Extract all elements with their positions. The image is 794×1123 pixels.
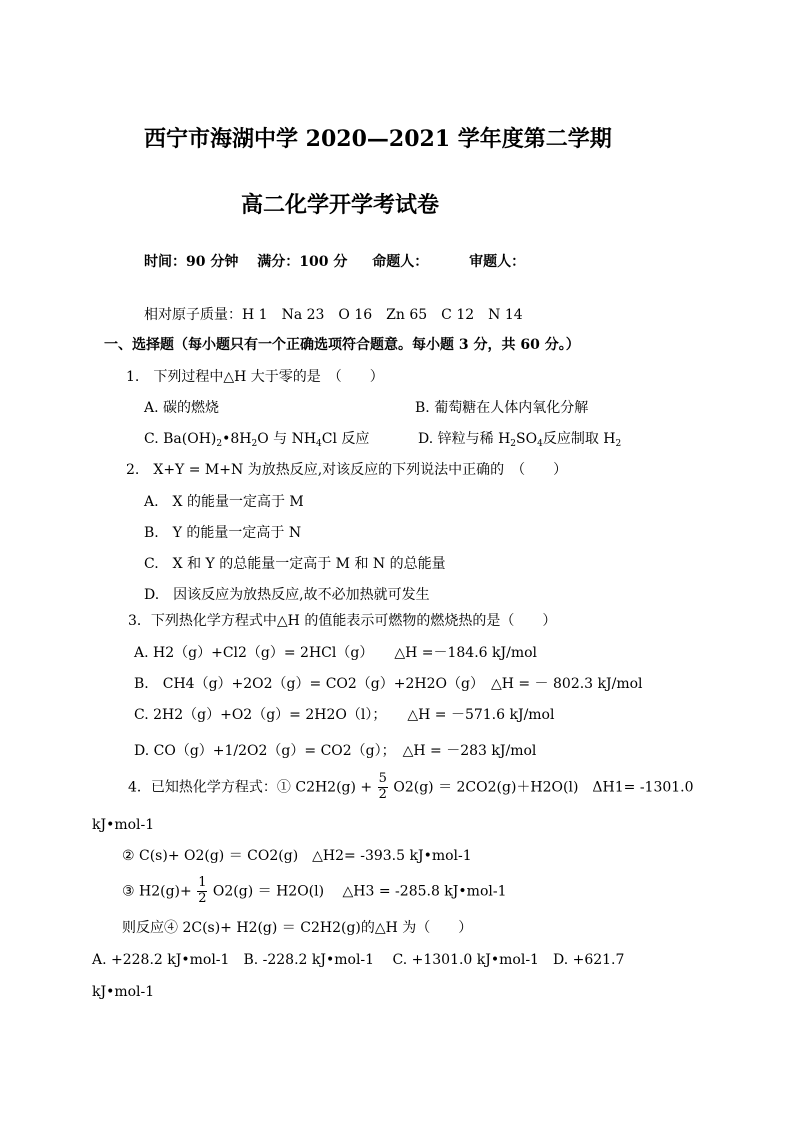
- q3-stem: 3．下列热化学方程式中△H 的值能表示可燃物的燃烧热的是（ ）: [128, 613, 557, 629]
- q4-equation-3: ③ H2(g)+ $\frac{1}{2}$ O2(g) ＝ H2O(l) △H3 = -285.8 kJ•mol-1: [122, 875, 507, 906]
- q1-option-c: C. $Ba(OH)_2•8H_2O$ 与 $NH_4Cl$ 反应: [144, 431, 370, 449]
- exam-title-line1: 西宁市海湖中学 2020—2021 学年度第二学期: [144, 126, 612, 152]
- fraction-one-half: $\frac{1}{2}$: [198, 875, 207, 906]
- q3-option-b: B. CH4（g）+2O2（g）= CO2（g）+2H2O（g） △H = － 802.3 kJ/mol: [134, 676, 643, 692]
- q4-equation-2: ② C(s)+ O2(g) ＝ CO2(g) △H2= -393.5 kJ•mol-1: [122, 848, 472, 864]
- q4-stem: 4．已知热化学方程式：① C2H2(g) + $\frac{5}{2}$ O2(g) ＝ 2CO2(g)＋H2O(l) ΔH1= -1301.0: [128, 771, 694, 802]
- exam-title-line2: 高二化学开学考试卷: [241, 192, 440, 218]
- q2-option-d: D. 因该反应为放热反应,故不必加热就可发生: [144, 587, 430, 603]
- exam-meta: [144, 255, 525, 269]
- q3-option-a: A. H2（g）+Cl2（g）= 2HCl（g） △H =－184.6 kJ/mol: [134, 645, 538, 661]
- section-title: 一、选择题（每小题只有一个正确选项符合题意。每小题 3 分，共 60 分。）: [104, 337, 580, 353]
- fraction-five-halves: $\frac{5}{2}$: [378, 771, 387, 802]
- exam-time: 时间：90 分钟: [144, 254, 239, 270]
- q2-stem: 2. X+Y = M+N 为放热反应,对该反应的下列说法中正确的 （ ）: [126, 462, 568, 478]
- q2-option-c: C. X 和 Y 的总能量一定高于 M 和 N 的总能量: [144, 556, 446, 572]
- q2-option-b: B. Y 的能量一定高于 N: [144, 525, 302, 541]
- q4-stem-continued: kJ•mol-1: [92, 817, 155, 833]
- q4-options: A. +228.2 kJ•mol-1 B. -228.2 kJ•mol-1 C. +1301.0 kJ•mol-1 D. +621.7: [92, 952, 625, 968]
- exam-reviewer: 审题人：: [469, 254, 526, 270]
- q1-option-b: B. 葡萄糖在人体内氧化分解: [415, 400, 589, 416]
- exam-score: 满分：100 分: [257, 254, 348, 270]
- q3-option-d: D. CO（g）+1/2O2（g）= CO2（g）； △H = －283 kJ/mol: [134, 743, 537, 759]
- q4-question: 则反应④ 2C(s)+ H2(g) ＝ C2H2(g)的△H 为（ ）: [122, 920, 473, 936]
- q2-option-a: A. X 的能量一定高于 M: [144, 494, 304, 510]
- atomic-mass: 相对原子质量：H 1 Na 23 O 16 Zn 65 C 12 N 14: [144, 307, 523, 323]
- q1-stem: 1. 下列过程中△H 大于零的是 （ ）: [126, 369, 384, 385]
- q1-option-a: A. 碳的燃烧: [144, 400, 220, 416]
- exam-author: 命题人：: [372, 254, 429, 270]
- q3-option-c: C. 2H2（g）+O2（g）= 2H2O（l）； △H = －571.6 kJ/mol: [134, 707, 555, 723]
- q4-options-continued: kJ•mol-1: [92, 984, 155, 1000]
- q1-option-d: D. 锌粒与稀 $H_2SO_4$反应制取 $H_2$: [418, 431, 622, 449]
